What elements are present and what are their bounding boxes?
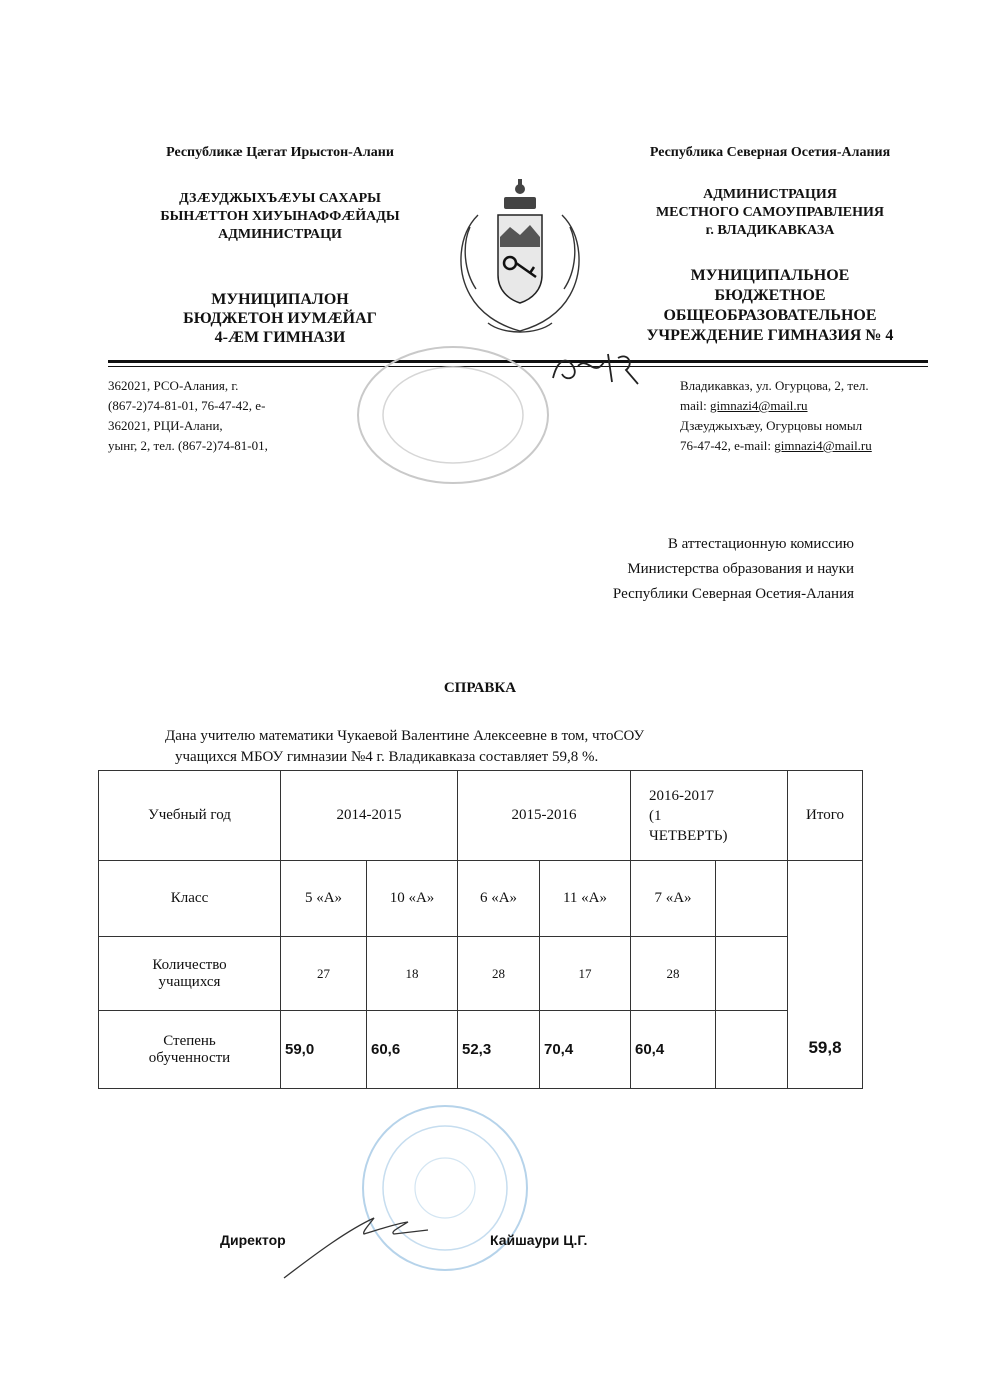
- count-label-line: Количество: [152, 956, 227, 973]
- class-label-cell: Класс: [99, 861, 281, 937]
- left-school-line: БЮДЖЕТОН ИУМÆЙАГ: [183, 310, 377, 327]
- year-cell: 2015-2016: [458, 771, 631, 861]
- addressee-block: [480, 532, 854, 607]
- left-admin-line: ДЗÆУДЖЫХЪÆУЫ САХАРЫ: [179, 191, 381, 206]
- degree-label-cell: [99, 1011, 281, 1089]
- left-school-line: 4-ÆМ ГИМНАЗИ: [214, 329, 346, 346]
- document-title: СПРАВКА: [443, 680, 517, 696]
- year-line: (1: [649, 807, 662, 824]
- left-administration-name: [110, 190, 450, 244]
- left-address-line: 362021, РЦИ-Алани,: [108, 418, 223, 433]
- degree-cell: 60,6: [367, 1011, 458, 1089]
- left-school-line: МУНИЦИПАЛОН: [211, 291, 349, 308]
- right-school-line: БЮДЖЕТНОЕ: [714, 287, 826, 304]
- year-line: 2016-2017: [649, 787, 714, 804]
- addressee-line: В аттестационную комиссию: [667, 536, 854, 552]
- right-school-name: [600, 266, 940, 346]
- address-prefix: 76-47-42, e-mail:: [680, 438, 775, 453]
- degree-cell: 59,0: [281, 1011, 367, 1089]
- handwritten-signature: [278, 1212, 438, 1282]
- count-cell: 18: [367, 937, 458, 1011]
- left-school-name: [150, 290, 410, 347]
- left-admin-line: АДМИНИСТРАЦИ: [218, 227, 342, 242]
- right-republic-name: Республика Северная Осетия-Алания: [649, 145, 891, 160]
- left-admin-line: БЫНÆТТОН ХИУЫНАФФÆЙАДЫ: [160, 209, 400, 224]
- right-school-line: УЧРЕЖДЕНИЕ ГИМНАЗИЯ № 4: [646, 327, 894, 344]
- left-address-line: уынг, 2, тел. (867-2)74-81-01,: [108, 438, 268, 453]
- intro-line: Дана учителю математики Чукаевой Валентине Алексеевне в том, чтоСОУ: [165, 728, 645, 744]
- intro-line: учащихся МБОУ гимназии №4 г. Владикавказа составляет 59,8 %.: [175, 749, 599, 765]
- results-table: [98, 770, 863, 1089]
- table-row: [99, 937, 863, 1011]
- left-address-line: (867-2)74-81-01, 76-47-42, е-: [108, 398, 266, 413]
- count-label-line: учащихся: [158, 973, 221, 990]
- right-school-line: ОБЩЕОБРАЗОВАТЕЛЬНОЕ: [663, 307, 877, 324]
- class-cell: 5 «А»: [281, 861, 367, 937]
- class-cell: 7 «А»: [631, 861, 716, 937]
- right-school-line: МУНИЦИПАЛЬНОЕ: [690, 267, 850, 284]
- class-cell: 10 «А»: [367, 861, 458, 937]
- degree-cell: 52,3: [458, 1011, 540, 1089]
- coat-of-arms-emblem: [448, 175, 592, 345]
- degree-cell: [716, 1011, 788, 1089]
- year-cell-quarter: [631, 771, 788, 861]
- address-prefix: mail:: [680, 398, 710, 413]
- left-republic-name: Республикæ Цæгат Ирыстон-Алани: [166, 145, 394, 160]
- degree-label-line: Степень: [163, 1032, 216, 1049]
- total-value-cell: 59,8: [788, 861, 863, 1089]
- intro-paragraph: [165, 726, 865, 768]
- year-cell: 2014-2015: [281, 771, 458, 861]
- year-line: ЧЕТВЕРТЬ): [649, 827, 728, 844]
- count-cell: [716, 937, 788, 1011]
- addressee-line: Министерства образования и науки: [627, 561, 854, 577]
- class-cell: [716, 861, 788, 937]
- signature-role: Директор: [220, 1232, 286, 1248]
- table-row: [99, 1011, 863, 1089]
- right-administration-name: [600, 186, 940, 240]
- email-link[interactable]: gimnazi4@mail.ru: [709, 398, 808, 413]
- right-admin-line: АДМИНИСТРАЦИЯ: [703, 187, 837, 202]
- degree-label-line: обученности: [148, 1049, 231, 1066]
- right-address-block: [680, 376, 980, 456]
- class-cell: 6 «А»: [458, 861, 540, 937]
- class-cell: 11 «А»: [540, 861, 631, 937]
- addressee-line: Республики Северная Осетия-Алания: [612, 586, 854, 602]
- right-admin-line: МЕСТНОГО САМОУПРАВЛЕНИЯ: [655, 205, 885, 220]
- count-cell: 17: [540, 937, 631, 1011]
- degree-cell: 70,4: [540, 1011, 631, 1089]
- right-admin-line: г. ВЛАДИКАВКАЗА: [705, 223, 835, 238]
- right-address-line: [680, 436, 980, 456]
- handwritten-initials: [548, 348, 648, 388]
- table-row: [99, 861, 863, 937]
- count-cell: 28: [631, 937, 716, 1011]
- email-link[interactable]: gimnazi4@mail.ru: [774, 438, 872, 453]
- left-address-block: [108, 376, 368, 456]
- year-label-cell: Учебный год: [99, 771, 281, 861]
- right-address-line: [680, 396, 980, 416]
- right-address-line: Владикавказ, ул. Огурцова, 2, тел.: [680, 378, 869, 393]
- table-row: [99, 771, 863, 861]
- count-cell: 27: [281, 937, 367, 1011]
- total-label-cell: Итого: [788, 771, 863, 861]
- degree-cell: 60,4: [631, 1011, 716, 1089]
- official-stamp-header: [348, 340, 558, 490]
- left-address-line: 362021, РСО-Алания, г.: [108, 378, 239, 393]
- right-address-line: Дзæуджыхъæу, Огурцовы номыл: [680, 418, 863, 433]
- count-label-cell: [99, 937, 281, 1011]
- count-cell: 28: [458, 937, 540, 1011]
- signature-name: Кайшаури Ц.Г.: [490, 1232, 588, 1248]
